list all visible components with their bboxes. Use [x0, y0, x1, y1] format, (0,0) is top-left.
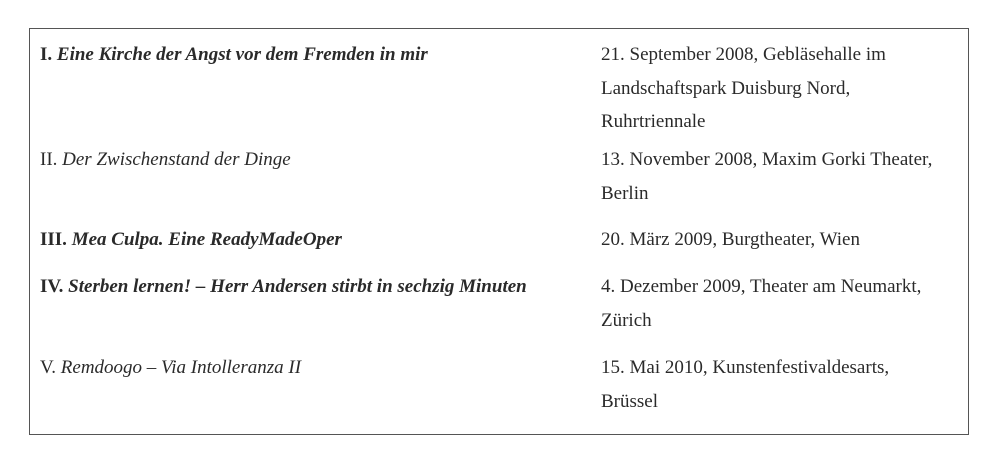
venue-line: Berlin: [601, 182, 649, 204]
venue-line: 4. Dezember 2009, Theater am Neumarkt,: [601, 276, 922, 297]
venue-line: Ruhrtriennale: [601, 111, 706, 132]
work-numeral: III.: [40, 229, 67, 250]
work-numeral: IV.: [40, 276, 64, 297]
work-title: [40, 143, 595, 176]
venue-line: Zürich: [601, 309, 652, 331]
premiere-venue: [601, 38, 961, 139]
premiere-venue: [601, 351, 961, 418]
work-name: Der Zwischenstand der Dinge: [62, 149, 291, 170]
work-name: Mea Culpa. Eine ReadyMadeOper: [71, 229, 342, 250]
work-title: [40, 38, 595, 71]
venue-line: 15. Mai 2010, Kunstenfestivaldesarts,: [601, 357, 890, 378]
venue-line: 20. März 2009, Burgtheater, Wien: [601, 229, 860, 250]
work-name: Remdoogo – Via Intolleranza II: [60, 357, 302, 378]
premiere-venue: [601, 223, 961, 257]
premiere-venue: [601, 143, 961, 210]
work-title: [40, 223, 595, 256]
work-numeral: I.: [40, 44, 53, 65]
work-name: Eine Kirche der Angst vor dem Fremden in mir: [56, 44, 428, 65]
work-title: [40, 351, 595, 384]
work-numeral: II.: [40, 149, 58, 170]
venue-line: 21. September 2008, Gebläsehalle im: [601, 44, 886, 65]
work-title: [40, 270, 595, 303]
premiere-venue: [601, 270, 961, 337]
premieres-table: [29, 28, 969, 435]
venue-line: 13. November 2008, Maxim Gorki Theater,: [601, 149, 933, 170]
venue-line: Landschaftspark Duisburg Nord,: [601, 77, 851, 99]
work-name: Sterben lernen! – Herr Andersen stirbt in sechzig Minuten: [68, 276, 527, 297]
work-numeral: V.: [40, 357, 57, 378]
venue-line: Brüssel: [601, 390, 658, 412]
